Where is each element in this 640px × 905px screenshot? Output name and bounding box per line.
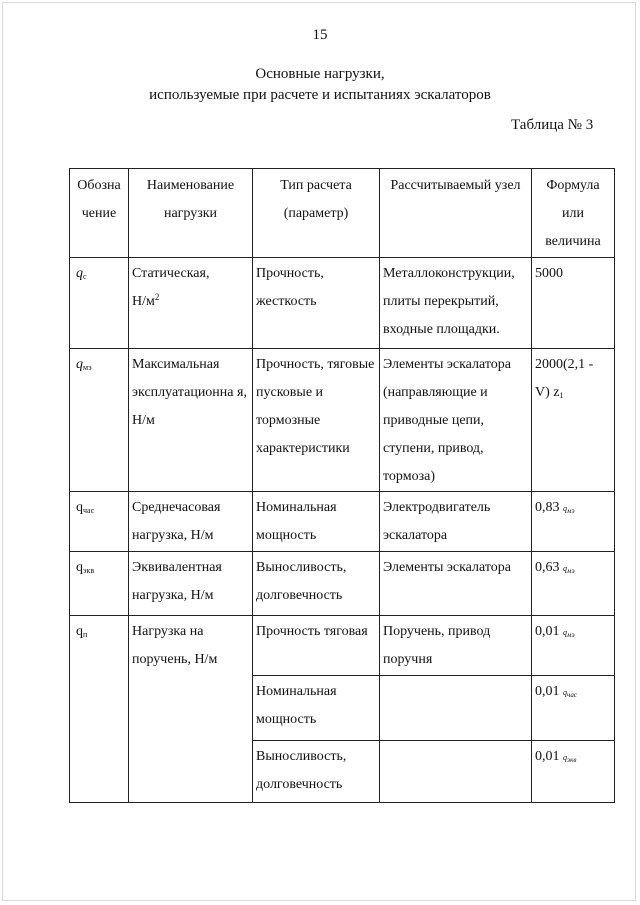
row-calc-type: Выносливость, долговечность: [253, 552, 380, 616]
row-calc-type: Номинальная мощность: [253, 492, 380, 552]
row-name: Эквивалентная нагрузка, Н/м: [129, 552, 253, 616]
header-designation: Обозна чение: [70, 169, 129, 258]
row-unit: Металлоконструкции, плиты перекрытий, входные площадки.: [380, 258, 532, 349]
row-formula: 0,63 qмэ: [532, 552, 615, 616]
row-name: Нагрузка на поручень, Н/м: [129, 616, 253, 803]
loads-table: [69, 168, 615, 803]
header-formula: Формула или величина: [532, 169, 615, 258]
header-unit: Рассчитываемый узел: [380, 169, 532, 258]
row-unit: [380, 741, 532, 803]
row-unit: Электродвигатель эскалатора: [380, 492, 532, 552]
table-row: [70, 258, 615, 349]
row-symbol: $q_с$: [70, 258, 129, 349]
row-name: Среднечасовая нагрузка, Н/м: [129, 492, 253, 552]
header-calc-type: Тип расчета (параметр): [253, 169, 380, 258]
row-calc-type: Прочность, жесткость: [253, 258, 380, 349]
row-calc-type: Прочность, тяговые пусковые и тормозные характеристики: [253, 349, 380, 492]
table-row: [70, 349, 615, 492]
title-line-2: используемые при расчете и испытаниях эскалаторов: [149, 87, 491, 103]
table-row: [70, 552, 615, 616]
row-formula: 0,01 qмэ: [532, 616, 615, 676]
row-formula: 0,01 qчас: [532, 676, 615, 741]
row-symbol: $q_п$: [70, 616, 129, 803]
row-calc-type: Выносливость, долговечность: [253, 741, 380, 803]
table-header-row: [70, 169, 615, 258]
row-formula: 5000: [532, 258, 615, 349]
row-unit: [380, 676, 532, 741]
row-symbol: $q_{мэ}$: [70, 349, 129, 492]
title-line-1: Основные нагрузки,: [255, 66, 385, 82]
row-unit: Элементы эскалатора (направляющие и приводные цепи, ступени, привод, тормоза): [380, 349, 532, 492]
row-formula: 2000(2,1 - V) $z_1$: [532, 349, 615, 492]
table-row: [70, 492, 615, 552]
row-formula: 0,01 qэкв: [532, 741, 615, 803]
row-calc-type: Номинальная мощность: [253, 676, 380, 741]
row-unit: Поручень, привод поручня: [380, 616, 532, 676]
row-unit: Элементы эскалатора: [380, 552, 532, 616]
document-title: [0, 64, 640, 106]
row-name: Максимальная эксплуатационна я, Н/м: [129, 349, 253, 492]
page-number: 15: [312, 27, 328, 43]
row-symbol: $q_{экв}$: [70, 552, 129, 616]
row-formula: 0,83 qмэ: [532, 492, 615, 552]
table-label: Таблица № 3: [511, 117, 594, 133]
row-symbol: $q_{час}$: [70, 492, 129, 552]
header-name: Наименование нагрузки: [129, 169, 253, 258]
table-row: [70, 616, 615, 676]
row-name: Статическая, $Н/м^2$: [129, 258, 253, 349]
row-calc-type: Прочность тяговая: [253, 616, 380, 676]
